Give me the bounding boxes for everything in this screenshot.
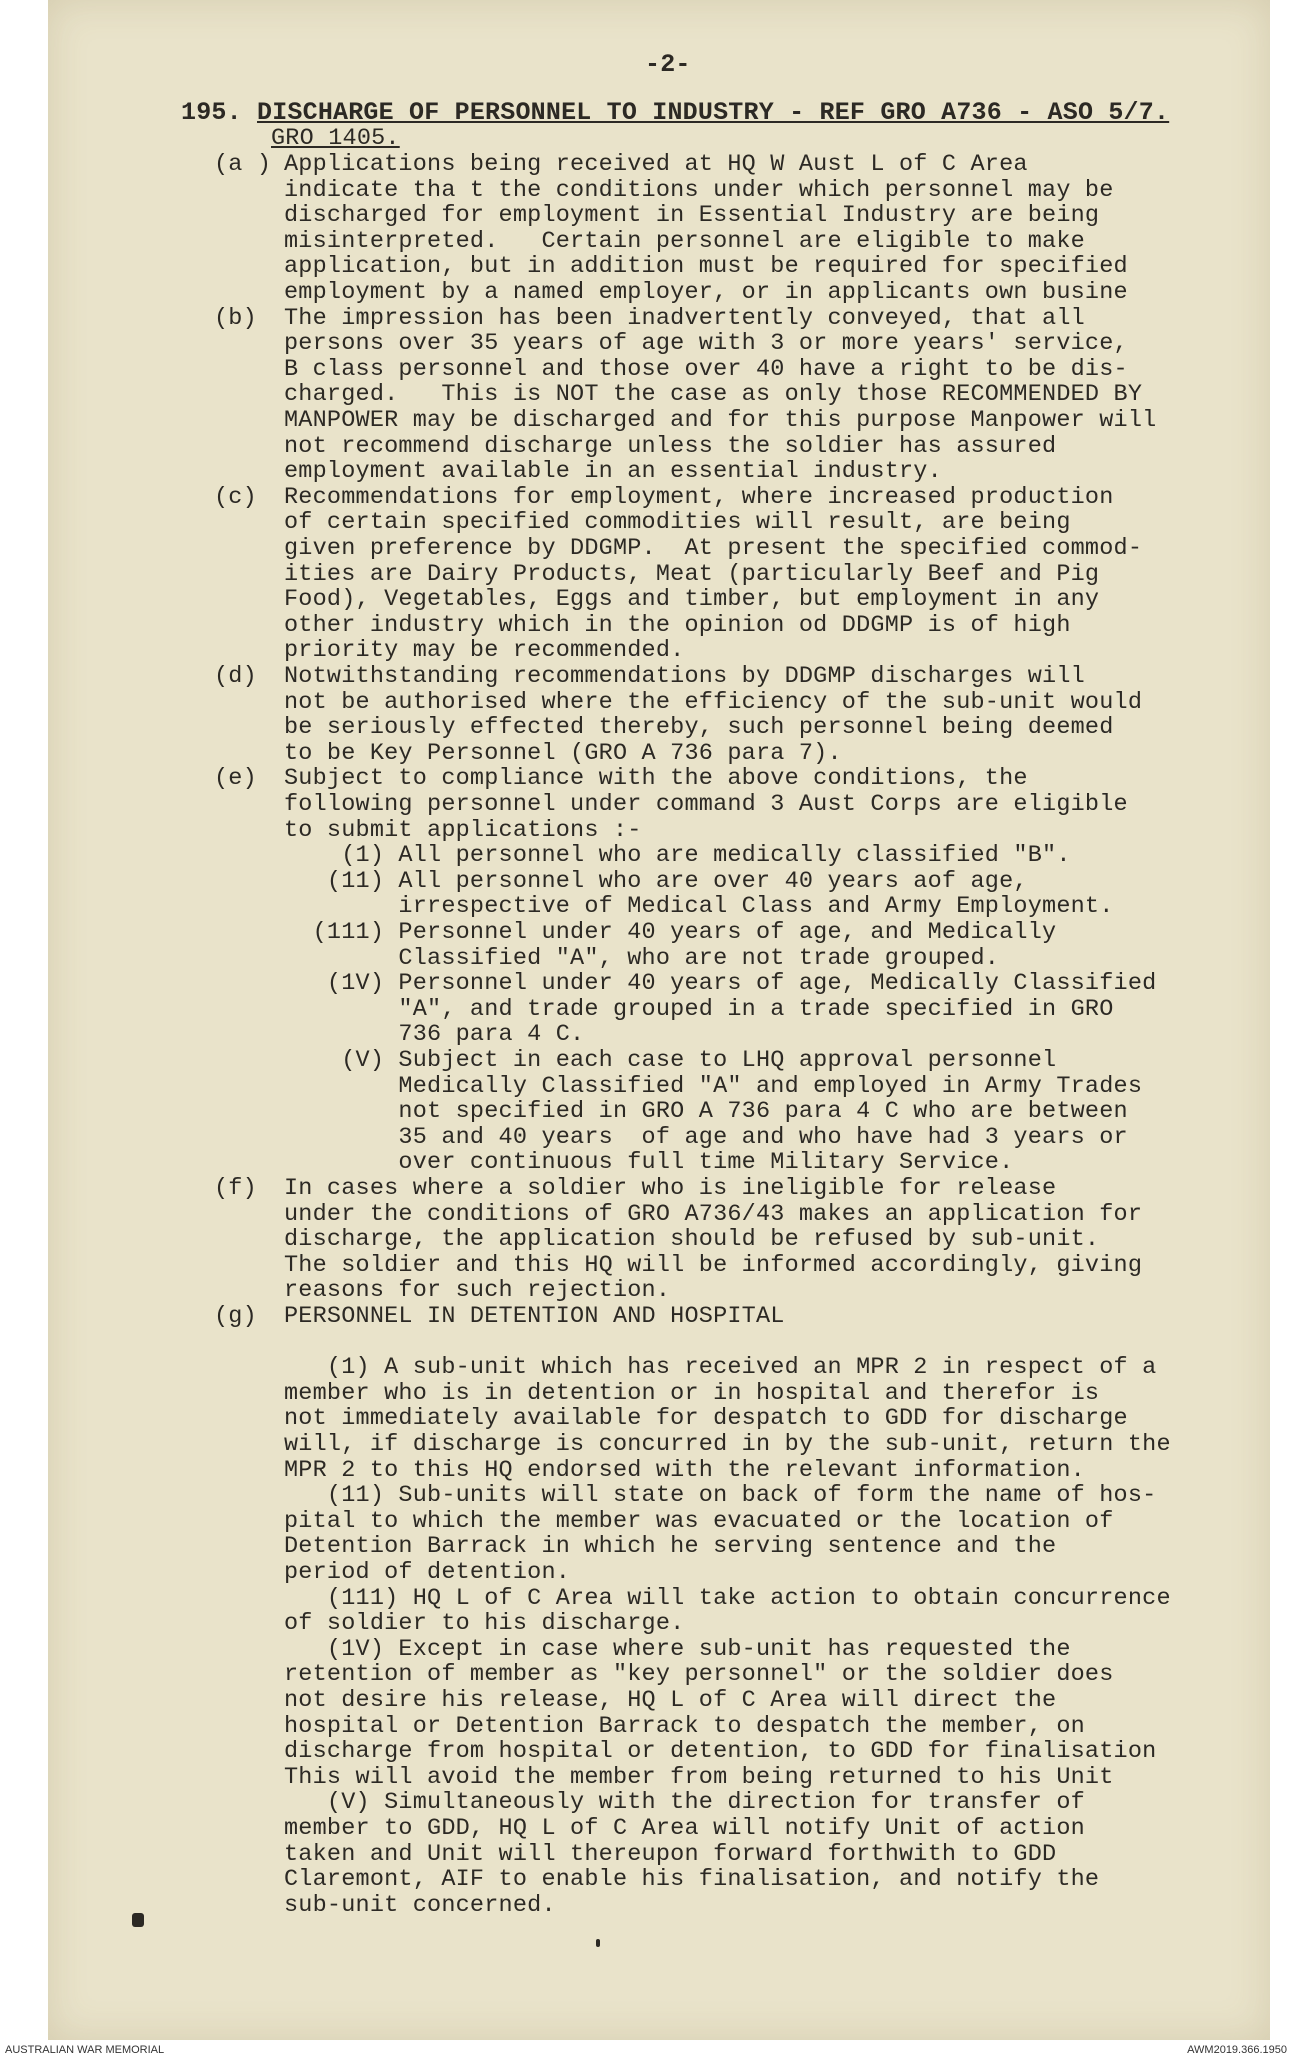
body-line: discharge, the application should be refused by sub-unit. bbox=[284, 1226, 1100, 1254]
body-line: discharged for employment in Essential Industry are being bbox=[284, 202, 1100, 230]
item-label: (a ) bbox=[214, 151, 272, 178]
ink-blot-mark bbox=[132, 1913, 144, 1927]
body-line: be seriously effected thereby, such personnel being deemed bbox=[284, 714, 1114, 742]
archive-reference: AWM2019.366.1950 bbox=[1187, 2044, 1287, 2056]
body-line: of certain specified commodities will result, are being bbox=[284, 509, 1071, 537]
body-line: (1V) Personnel under 40 years of age, Medically Classified bbox=[284, 970, 1157, 998]
body-line: The soldier and this HQ will be informed accordingly, giving bbox=[284, 1251, 1143, 1279]
body-line: misinterpreted. Certain personnel are eligible to make bbox=[284, 227, 1085, 255]
body-line: pital to which the member was evacuated or the location of bbox=[284, 1507, 1114, 1535]
body-line: (V) Simultaneously with the direction for transfer of bbox=[284, 1789, 1085, 1817]
body-line: to submit applications :- bbox=[284, 816, 642, 844]
body-line: not specified in GRO A 736 para 4 C who are between bbox=[284, 1098, 1128, 1126]
body-line: In cases where a soldier who is ineligible for release bbox=[284, 1175, 1057, 1202]
item-label: (d) bbox=[214, 663, 257, 690]
section-heading bbox=[181, 100, 1169, 126]
body-line: employment available in an essential industry. bbox=[284, 458, 942, 486]
body-line: member who is in detention or in hospital and therefor is bbox=[284, 1379, 1100, 1407]
body-line: (11) Sub-units will state on back of form the name of hos- bbox=[284, 1482, 1157, 1510]
body-line: will, if discharge is concurred in by the sub-unit, return the bbox=[284, 1431, 1171, 1458]
body-line: The impression has been inadvertently conveyed, that all bbox=[284, 304, 1085, 332]
body-line: (1) All personnel who are medically classified "B". bbox=[284, 842, 1071, 870]
item-label: (e) bbox=[214, 765, 257, 793]
section-title: DISCHARGE OF PERSONNEL TO INDUSTRY - REF GRO A736 - ASO 5/7. bbox=[257, 98, 1170, 127]
body-line: employment by a named employer, or in applicants own busine bbox=[284, 279, 1128, 306]
body-line: Classified "A", who are not trade grouped. bbox=[284, 944, 1000, 972]
body-line: charged. This is NOT the case as only those RECOMMENDED BY bbox=[284, 381, 1143, 409]
body-line: sub-unit concerned. bbox=[284, 1891, 556, 1919]
body-line: This will avoid the member from being returned to his Unit bbox=[284, 1763, 1114, 1791]
body-line: "A", and trade grouped in a trade specified in GRO bbox=[284, 995, 1114, 1023]
body-line: of soldier to his discharge. bbox=[284, 1610, 685, 1638]
body-line: Subject to compliance with the above conditions, the bbox=[284, 765, 1028, 793]
body-line: discharge from hospital or detention, to GDD for finalisation bbox=[284, 1738, 1157, 1766]
body-line: under the conditions of GRO A736/43 makes an application for bbox=[284, 1200, 1143, 1228]
body-line: reasons for such rejection. bbox=[284, 1277, 671, 1305]
body-line: other industry which in the opinion od DDGMP is of high bbox=[284, 611, 1071, 639]
body-line: Notwithstanding recommendations by DDGMP discharges will bbox=[284, 663, 1085, 690]
body-line: B class personnel and those over 40 have a right to be dis- bbox=[284, 355, 1128, 383]
body-line: priority may be recommended. bbox=[284, 637, 685, 665]
body-line: taken and Unit will thereupon forward forthwith to GDD bbox=[284, 1840, 1057, 1868]
body-line: 736 para 4 C. bbox=[284, 1021, 585, 1049]
body-line: retention of member as "key personnel" or the soldier does bbox=[284, 1661, 1114, 1689]
ink-dot-mark bbox=[596, 1939, 600, 1947]
item-label: (c) bbox=[214, 483, 257, 511]
body-line: member to GDD, HQ L of C Area will notify Unit of action bbox=[284, 1815, 1085, 1842]
body-line: PERSONNEL IN DETENTION AND HOSPITAL bbox=[284, 1303, 785, 1330]
archive-name: AUSTRALIAN WAR MEMORIAL bbox=[5, 2044, 165, 2056]
body-line: following personnel under command 3 Aust Corps are eligible bbox=[284, 791, 1128, 818]
body-line: Claremont, AIF to enable his finalisation, and notify the bbox=[284, 1866, 1100, 1894]
body-line: application, but in addition must be required for specified bbox=[284, 253, 1128, 281]
item-label: (b) bbox=[214, 304, 257, 332]
body-line: Food), Vegetables, Eggs and timber, but employment in any bbox=[284, 586, 1100, 614]
body-line: MPR 2 to this HQ endorsed with the relevant information. bbox=[284, 1456, 1085, 1484]
body-line: (111) Personnel under 40 years of age, and Medically bbox=[284, 919, 1057, 946]
body-line: MANPOWER may be discharged and for this purpose Manpower will bbox=[284, 407, 1157, 434]
body-line: over continuous full time Military Service. bbox=[284, 1149, 1014, 1177]
body-line: given preference by DDGMP. At present the specified commod- bbox=[284, 535, 1143, 562]
page-number: -2- bbox=[645, 50, 691, 79]
body-line: Applications being received at HQ W Aust L of C Area bbox=[284, 151, 1028, 178]
body-line: not recommend discharge unless the soldier has assured bbox=[284, 432, 1057, 460]
body-line: hospital or Detention Barrack to despatch the member, on bbox=[284, 1712, 1085, 1740]
body-line: 35 and 40 years of age and who have had 3 years or bbox=[284, 1123, 1128, 1151]
document-sheet bbox=[48, 0, 1270, 2040]
archive-footer bbox=[0, 2040, 1292, 2061]
body-line: (11) All personnel who are over 40 years aof age, bbox=[284, 867, 1028, 895]
section-reference: GRO 1405. bbox=[271, 125, 400, 152]
body-line: (1V) Except in case where sub-unit has requested the bbox=[284, 1635, 1071, 1663]
body-line: persons over 35 years of age with 3 or more years' service, bbox=[284, 330, 1128, 358]
body-line: not immediately available for despatch to GDD for discharge bbox=[284, 1405, 1128, 1433]
body-line: Medically Classified "A" and employed in Army Trades bbox=[284, 1072, 1143, 1100]
body-line: ities are Dairy Products, Meat (particularly Beef and Pig bbox=[284, 560, 1100, 588]
body-line: (1) A sub-unit which has received an MPR 2 in respect of a bbox=[284, 1354, 1157, 1382]
body-line: not be authorised where the efficiency of the sub-unit would bbox=[284, 688, 1143, 716]
body-line: not desire his release, HQ L of C Area will direct the bbox=[284, 1687, 1057, 1714]
body-line: irrespective of Medical Class and Army Employment. bbox=[284, 893, 1114, 921]
body-line: (V) Subject in each case to LHQ approval personnel bbox=[284, 1047, 1057, 1074]
body-line: to be Key Personnel (GRO A 736 para 7). bbox=[284, 739, 842, 767]
body-line: (111) HQ L of C Area will take action to obtain concurrence bbox=[284, 1584, 1171, 1612]
body-line: Detention Barrack in which he serving sentence and the bbox=[284, 1533, 1057, 1561]
item-label: (f) bbox=[214, 1175, 257, 1202]
item-label: (g) bbox=[214, 1303, 257, 1330]
section-number: 195. bbox=[181, 98, 242, 127]
body-line: Recommendations for employment, where increased production bbox=[284, 483, 1114, 511]
body-line: indicate tha t the conditions under which personnel may be bbox=[284, 176, 1114, 204]
body-line: period of detention. bbox=[284, 1559, 571, 1586]
